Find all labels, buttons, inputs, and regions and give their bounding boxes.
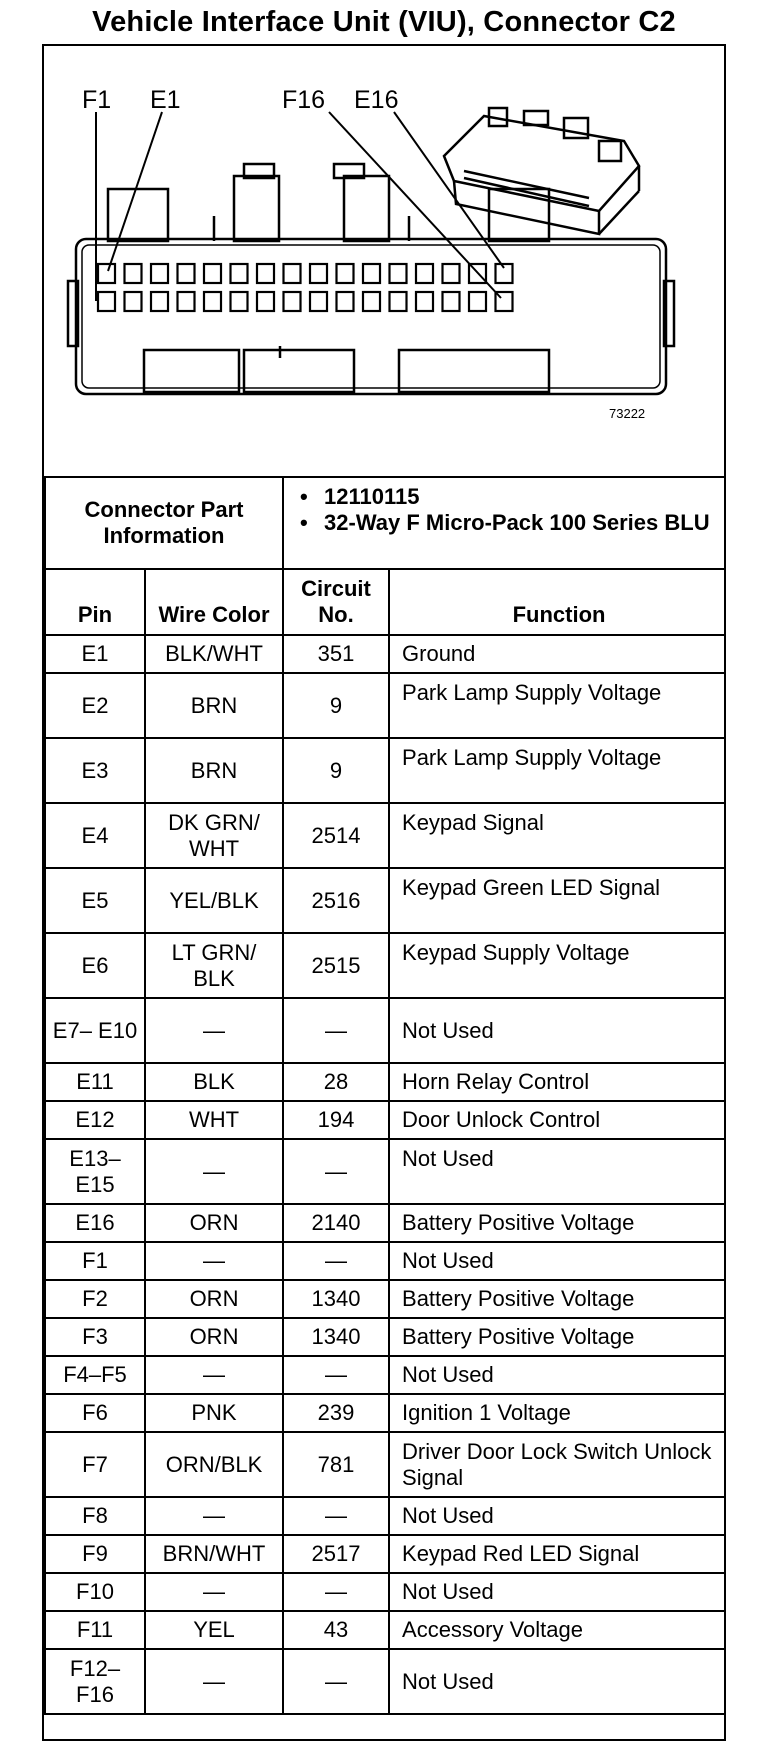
f-row-pin-cavity — [363, 292, 380, 311]
f-row-pin-cavity — [469, 292, 486, 311]
table-row — [45, 1394, 725, 1432]
function-cell: Not Used — [389, 1242, 725, 1280]
connector-face-drawing — [44, 46, 724, 476]
circuit-cell: 43 — [283, 1611, 389, 1649]
table-header-row — [45, 569, 725, 635]
table-row — [45, 673, 725, 738]
label-e1: E1 — [150, 86, 181, 114]
e-row-pin-cavity — [151, 264, 168, 283]
table-row — [45, 933, 725, 998]
wire-color-cell: BLK/WHT — [145, 635, 283, 673]
circuit-cell: — — [283, 998, 389, 1063]
table-row — [45, 635, 725, 673]
pin-cell: F6 — [45, 1394, 145, 1432]
function-cell: Park Lamp Supply Voltage — [389, 673, 725, 738]
function-cell: Battery Positive Voltage — [389, 1318, 725, 1356]
function-cell: Not Used — [389, 1649, 725, 1714]
f-row-pin-cavity — [204, 292, 221, 311]
pin-cell: F12– F16 — [45, 1649, 145, 1714]
label-e16: E16 — [354, 86, 399, 114]
wire-color-cell: BRN — [145, 673, 283, 738]
circuit-cell: — — [283, 1356, 389, 1394]
e-row-pin-cavity — [310, 264, 327, 283]
pin-cell: F4–F5 — [45, 1356, 145, 1394]
table-row — [45, 1356, 725, 1394]
table-row — [45, 1497, 725, 1535]
function-cell: Keypad Red LED Signal — [389, 1535, 725, 1573]
f-row-pin-cavity — [151, 292, 168, 311]
connector-diagram — [44, 46, 724, 476]
wire-color-cell: BLK — [145, 1063, 283, 1101]
pin-cell: E13– E15 — [45, 1139, 145, 1204]
function-cell: Driver Door Lock Switch Unlock Signal — [389, 1432, 725, 1497]
wire-color-cell: BRN/WHT — [145, 1535, 283, 1573]
table-row — [45, 803, 725, 868]
e-row-pin-cavity — [390, 264, 407, 283]
circuit-cell: — — [283, 1573, 389, 1611]
pin-cell: F3 — [45, 1318, 145, 1356]
function-cell: Keypad Signal — [389, 803, 725, 868]
pin-cell: E6 — [45, 933, 145, 998]
circuit-cell: 1340 — [283, 1318, 389, 1356]
pinout-table — [44, 476, 726, 1715]
circuit-cell: 2515 — [283, 933, 389, 998]
wire-color-cell: LT GRN/ BLK — [145, 933, 283, 998]
circuit-cell: — — [283, 1649, 389, 1714]
pin-cell: F2 — [45, 1280, 145, 1318]
wire-color-cell: WHT — [145, 1101, 283, 1139]
e-row-pin-cavity — [443, 264, 460, 283]
f-row-pin-cavity — [231, 292, 248, 311]
table-row — [45, 1139, 725, 1204]
function-cell: Not Used — [389, 1497, 725, 1535]
circuit-cell: 28 — [283, 1063, 389, 1101]
function-cell: Ignition 1 Voltage — [389, 1394, 725, 1432]
table-row — [45, 868, 725, 933]
table-row — [45, 1573, 725, 1611]
e-row-pin-cavity — [337, 264, 354, 283]
wire-color-cell: ORN — [145, 1318, 283, 1356]
pin-cell: E16 — [45, 1204, 145, 1242]
pin-cell: F8 — [45, 1497, 145, 1535]
table-row — [45, 1535, 725, 1573]
header-circuit: Circuit No. — [283, 569, 389, 635]
label-f1: F1 — [82, 86, 112, 114]
table-row — [45, 1318, 725, 1356]
function-cell: Ground — [389, 635, 725, 673]
header-wire-color: Wire Color — [145, 569, 283, 635]
pin-cell: F7 — [45, 1432, 145, 1497]
function-cell: Not Used — [389, 1139, 725, 1204]
pin-cell: E11 — [45, 1063, 145, 1101]
label-f16: F16 — [282, 86, 326, 114]
pin-cell: F11 — [45, 1611, 145, 1649]
table-row — [45, 738, 725, 803]
pin-cell: F1 — [45, 1242, 145, 1280]
pin-cell: E1 — [45, 635, 145, 673]
circuit-cell: 2517 — [283, 1535, 389, 1573]
pin-cell: E12 — [45, 1101, 145, 1139]
circuit-cell: 1340 — [283, 1280, 389, 1318]
circuit-cell: — — [283, 1497, 389, 1535]
f-row-pin-cavity — [98, 292, 115, 311]
page-title: Vehicle Interface Unit (VIU), Connector C2 — [92, 6, 676, 38]
function-cell: Battery Positive Voltage — [389, 1204, 725, 1242]
wire-color-cell: PNK — [145, 1394, 283, 1432]
circuit-cell: — — [283, 1139, 389, 1204]
e-row-pin-cavity — [125, 264, 142, 283]
f-row-pin-cavity — [125, 292, 142, 311]
table-row — [45, 1063, 725, 1101]
pin-cell: E3 — [45, 738, 145, 803]
wire-color-cell: — — [145, 1242, 283, 1280]
function-cell: Not Used — [389, 998, 725, 1063]
table-row — [45, 1280, 725, 1318]
f-row-pin-cavity — [337, 292, 354, 311]
f-row-pin-cavity — [390, 292, 407, 311]
f-row-pin-cavity — [443, 292, 460, 311]
function-cell: Horn Relay Control — [389, 1063, 725, 1101]
header-pin: Pin — [45, 569, 145, 635]
e-row-pin-cavity — [284, 264, 301, 283]
pin-cell: E4 — [45, 803, 145, 868]
wire-color-cell: — — [145, 1139, 283, 1204]
function-cell: Door Unlock Control — [389, 1101, 725, 1139]
circuit-cell: 239 — [283, 1394, 389, 1432]
connector-frame — [42, 44, 726, 1741]
function-cell: Park Lamp Supply Voltage — [389, 738, 725, 803]
wire-color-cell: — — [145, 1356, 283, 1394]
circuit-cell: 9 — [283, 673, 389, 738]
function-cell: Not Used — [389, 1356, 725, 1394]
circuit-cell: 9 — [283, 738, 389, 803]
wire-color-cell: — — [145, 1497, 283, 1535]
f-row-pin-cavity — [257, 292, 274, 311]
table-row — [45, 998, 725, 1063]
pin-cell: F9 — [45, 1535, 145, 1573]
header-function: Function — [389, 569, 725, 635]
table-row — [45, 1649, 725, 1714]
f-row-pin-cavity — [416, 292, 433, 311]
function-cell: Accessory Voltage — [389, 1611, 725, 1649]
function-cell: Keypad Supply Voltage — [389, 933, 725, 998]
connector-info-row — [45, 477, 725, 569]
table-row — [45, 1242, 725, 1280]
connector-info — [283, 477, 725, 569]
table-row — [45, 1432, 725, 1497]
circuit-cell: 2514 — [283, 803, 389, 868]
wire-color-cell: ORN — [145, 1204, 283, 1242]
connector-description: • 32-Way F Micro-Pack 100 Series BLU — [324, 510, 716, 536]
function-cell: Keypad Green LED Signal — [389, 868, 725, 933]
e-row-pin-cavity — [416, 264, 433, 283]
wire-color-cell: — — [145, 998, 283, 1063]
circuit-cell: 2140 — [283, 1204, 389, 1242]
pin-cell: E5 — [45, 868, 145, 933]
circuit-cell: 2516 — [283, 868, 389, 933]
f-row-pin-cavity — [178, 292, 195, 311]
function-cell: Not Used — [389, 1573, 725, 1611]
e-row-pin-cavity — [98, 264, 115, 283]
wire-color-cell: DK GRN/ WHT — [145, 803, 283, 868]
wire-color-cell: ORN/BLK — [145, 1432, 283, 1497]
e-row-pin-cavity — [204, 264, 221, 283]
circuit-cell: 194 — [283, 1101, 389, 1139]
circuit-cell: — — [283, 1242, 389, 1280]
wire-color-cell: BRN — [145, 738, 283, 803]
table-row — [45, 1101, 725, 1139]
e-row-pin-cavity — [178, 264, 195, 283]
table-row — [45, 1204, 725, 1242]
e-row-pin-cavity — [231, 264, 248, 283]
wire-color-cell: — — [145, 1573, 283, 1611]
e-row-pin-cavity — [363, 264, 380, 283]
part-number: • 12110115 — [324, 484, 716, 510]
pin-cell: E2 — [45, 673, 145, 738]
function-cell: Battery Positive Voltage — [389, 1280, 725, 1318]
connector-info-label: Connector Part Information — [45, 477, 283, 569]
circuit-cell: 351 — [283, 635, 389, 673]
f-row-pin-cavity — [310, 292, 327, 311]
wire-color-cell: ORN — [145, 1280, 283, 1318]
pin-cell: E7– E10 — [45, 998, 145, 1063]
pin-cell: F10 — [45, 1573, 145, 1611]
table-row — [45, 1611, 725, 1649]
reference-number: 73222 — [609, 406, 646, 421]
wire-color-cell: YEL/BLK — [145, 868, 283, 933]
f-row-pin-cavity — [284, 292, 301, 311]
circuit-cell: 781 — [283, 1432, 389, 1497]
wire-color-cell: — — [145, 1649, 283, 1714]
wire-color-cell: YEL — [145, 1611, 283, 1649]
e-row-pin-cavity — [257, 264, 274, 283]
